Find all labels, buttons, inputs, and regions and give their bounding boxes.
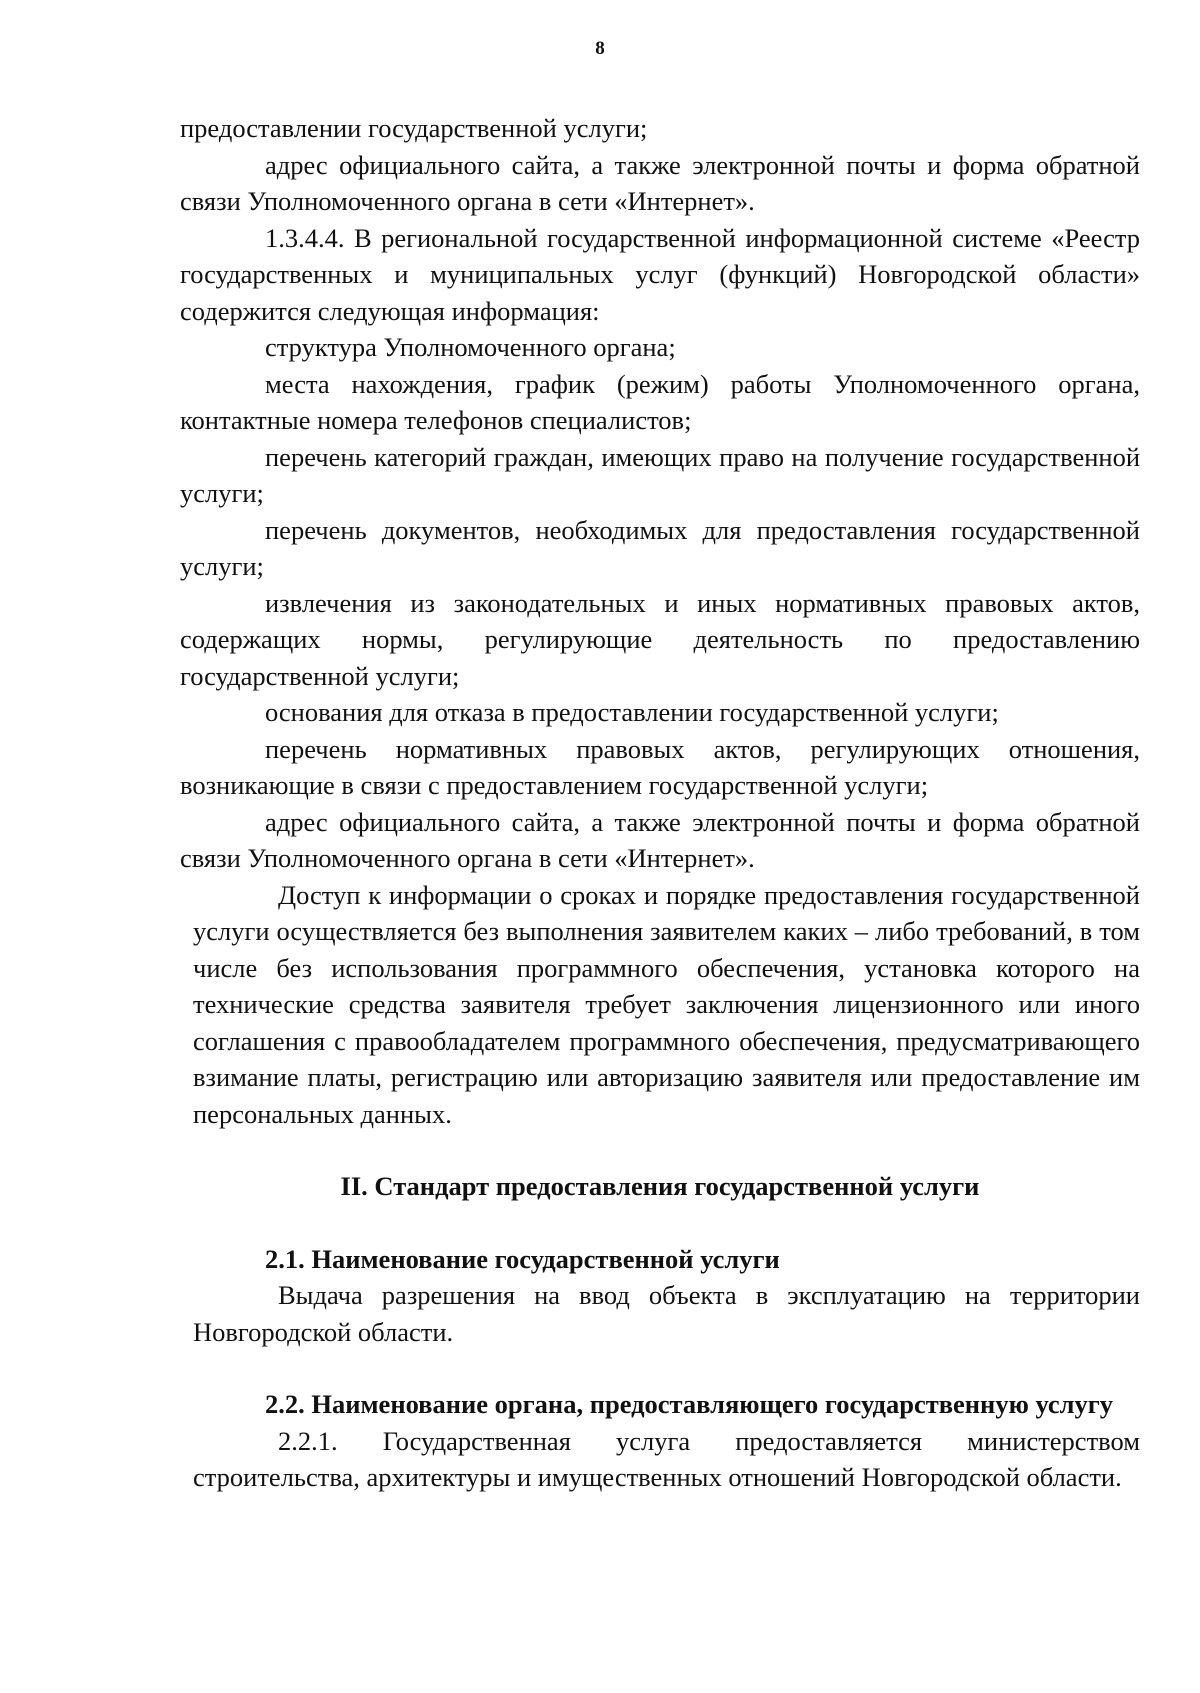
paragraph: адрес официального сайта, а также электронной почты и форма обратной связи Уполномоченного органа в сети «Интернет». <box>180 149 1140 216</box>
paragraph: 1.3.4.4. В региональной государственной информационной системе «Реестр государственных и муниципальных услуг (функций) Новгородской области» содержится следующая информация: <box>180 222 1140 326</box>
paragraph: 2.2.1. Государственная услуга предоставляется министерством строительства, архитектуры и имущественных отношений Новгородской области. <box>193 1425 1140 1492</box>
paragraph: места нахождения, график (режим) работы Уполномоченного органа, контактные номера телефонов специалистов; <box>180 368 1140 435</box>
subsection-heading: 2.2. Наименование органа, предоставляющего государственную услугу <box>265 1389 1114 1419</box>
paragraph: структура Уполномоченного органа; <box>265 332 676 362</box>
page-number: 8 <box>595 38 605 59</box>
section-heading: II. Стандарт предоставления государственной услуги <box>340 1171 980 1201</box>
paragraph: перечень документов, необходимых для предоставления государственной услуги; <box>180 514 1140 581</box>
paragraph: Выдача разрешения на ввод объекта в эксплуатацию на территории Новгородской области. <box>193 1280 1140 1347</box>
paragraph: перечень нормативных правовых актов, регулирующих отношения, возникающие в связи с предоставлением государственной услуги; <box>180 733 1140 800</box>
paragraph: адрес официального сайта, а также электронной почты и форма обратной связи Уполномоченного органа в сети «Интернет». <box>180 806 1140 873</box>
spacer <box>180 1132 1140 1168</box>
paragraph: перечень категорий граждан, имеющих право на получение государственной услуги; <box>180 441 1140 508</box>
spacer <box>180 1350 1140 1386</box>
spacer <box>180 1205 1140 1241</box>
paragraph: Доступ к информации о сроках и порядке предоставления государственной услуги осуществляется без выполнения заявителем каких – либо требований, в том числе без использования программного обеспечения, установка которого на технические средства заявителя требует заключения лицензионного или иного соглашения с правообладателем программного обеспечения, предусматривающего взимание платы, регистрацию или авторизацию заявителя или предоставление им персональных данных. <box>193 879 1140 1129</box>
paragraph: предоставлении государственной услуги; <box>180 113 648 143</box>
paragraph: основания для отказа в предоставлении государственной услуги; <box>265 697 999 727</box>
paragraph: извлечения из законодательных и иных нормативных правовых актов, содержащих нормы, регулирующие деятельность по предоставлению государственной услуги; <box>180 587 1140 691</box>
subsection-heading: 2.1. Наименование государственной услуги <box>265 1243 780 1274</box>
document-body <box>180 110 1140 1496</box>
